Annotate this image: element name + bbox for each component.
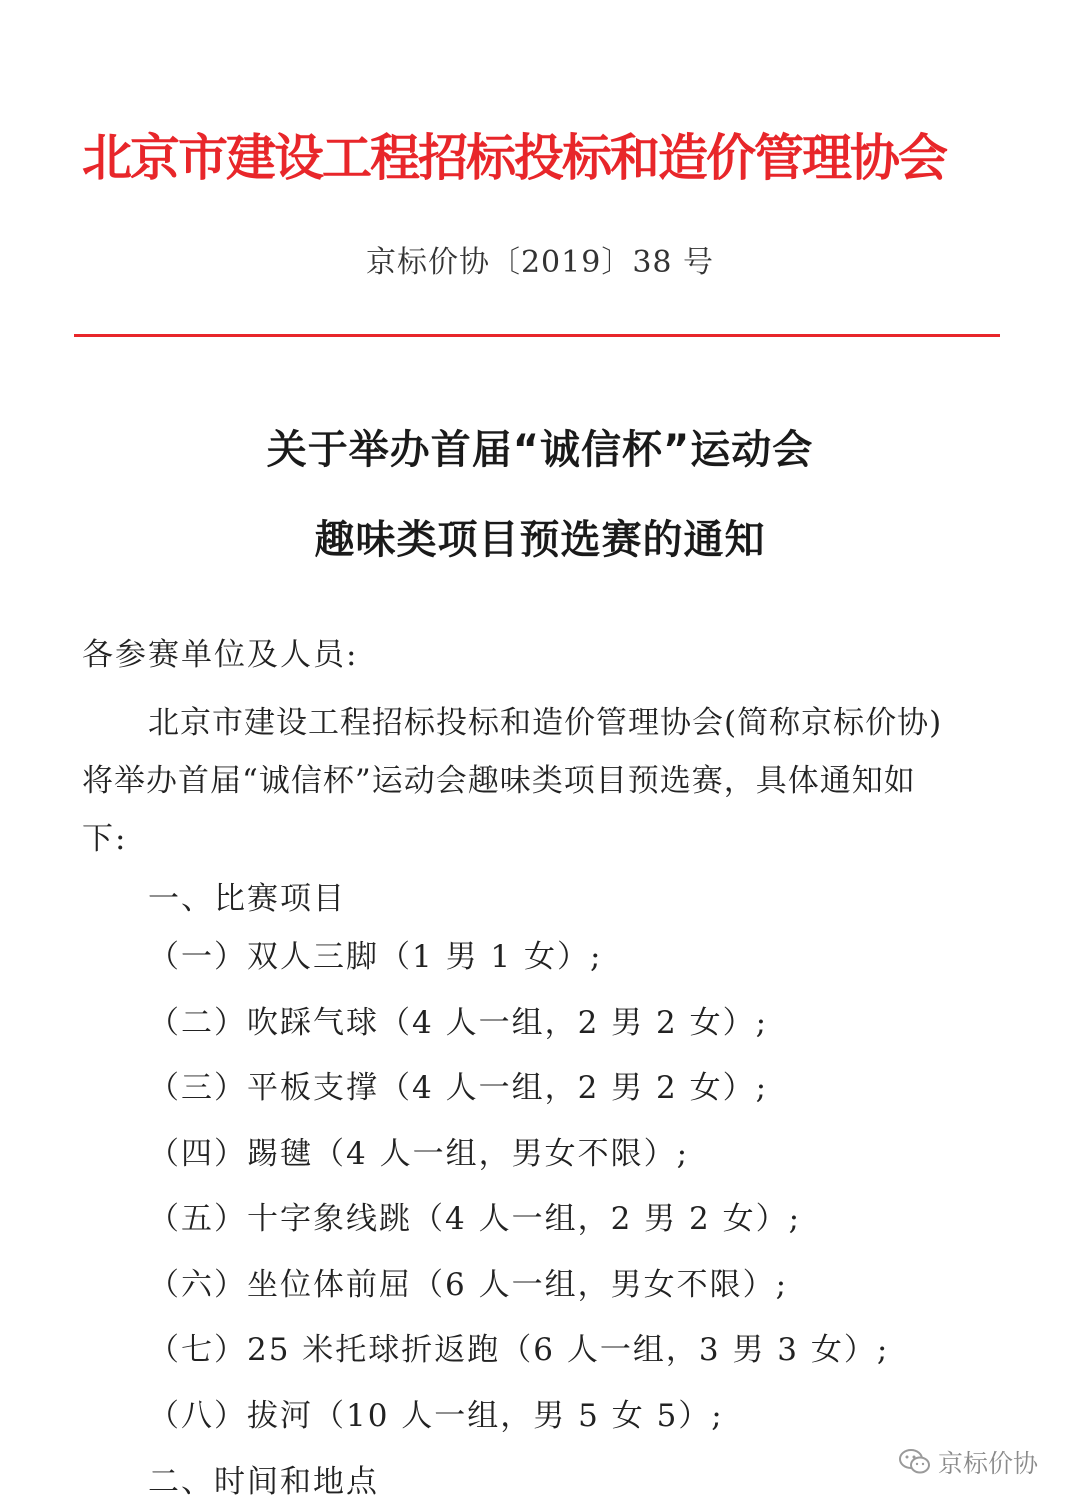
notice-title-line-2: 趣味类项目预选赛的通知 <box>314 517 766 563</box>
intro-paragraph-line-2: 将举办首届“诚信杯”运动会趣味类项目预选赛，具体通知如 <box>82 763 916 799</box>
event-item: （四）踢毽（4 人一组，男女不限）; <box>148 1136 690 1172</box>
wechat-watermark <box>898 1442 1038 1482</box>
salutation: 各参赛单位及人员: <box>82 637 359 673</box>
section-heading-events: 一、比赛项目 <box>148 881 346 917</box>
org-header: 北京市建设工程招标投标和造价管理协会 <box>82 129 946 187</box>
intro-paragraph-line-1: 北京市建设工程招标投标和造价管理协会(简称京标价协) <box>148 705 943 741</box>
event-item: （五）十字象线跳（4 人一组，2 男 2 女）; <box>148 1201 802 1237</box>
notice-title-line-1: 关于举办首届“诚信杯”运动会 <box>266 427 814 473</box>
document-number: 京标价协〔2019〕38 号 <box>365 245 715 280</box>
red-divider <box>74 334 1000 337</box>
event-item: （三）平板支撑（4 人一组，2 男 2 女）; <box>148 1070 769 1106</box>
watermark-label: 京标价协 <box>938 1449 1039 1478</box>
event-item: （二）吹踩气球（4 人一组，2 男 2 女）; <box>148 1005 769 1041</box>
section-heading-time-place: 二、时间和地点 <box>148 1464 379 1500</box>
event-item: （七）25 米托球折返跑（6 人一组，3 男 3 女）; <box>148 1332 890 1368</box>
wechat-icon <box>898 1447 932 1477</box>
intro-paragraph-line-3: 下: <box>82 821 128 857</box>
event-item: （一）双人三脚（1 男 1 女）; <box>148 939 603 975</box>
event-item: （六）坐位体前屈（6 人一组，男女不限）; <box>148 1267 789 1303</box>
event-item: （八）拔河（10 人一组，男 5 女 5）; <box>148 1398 724 1434</box>
